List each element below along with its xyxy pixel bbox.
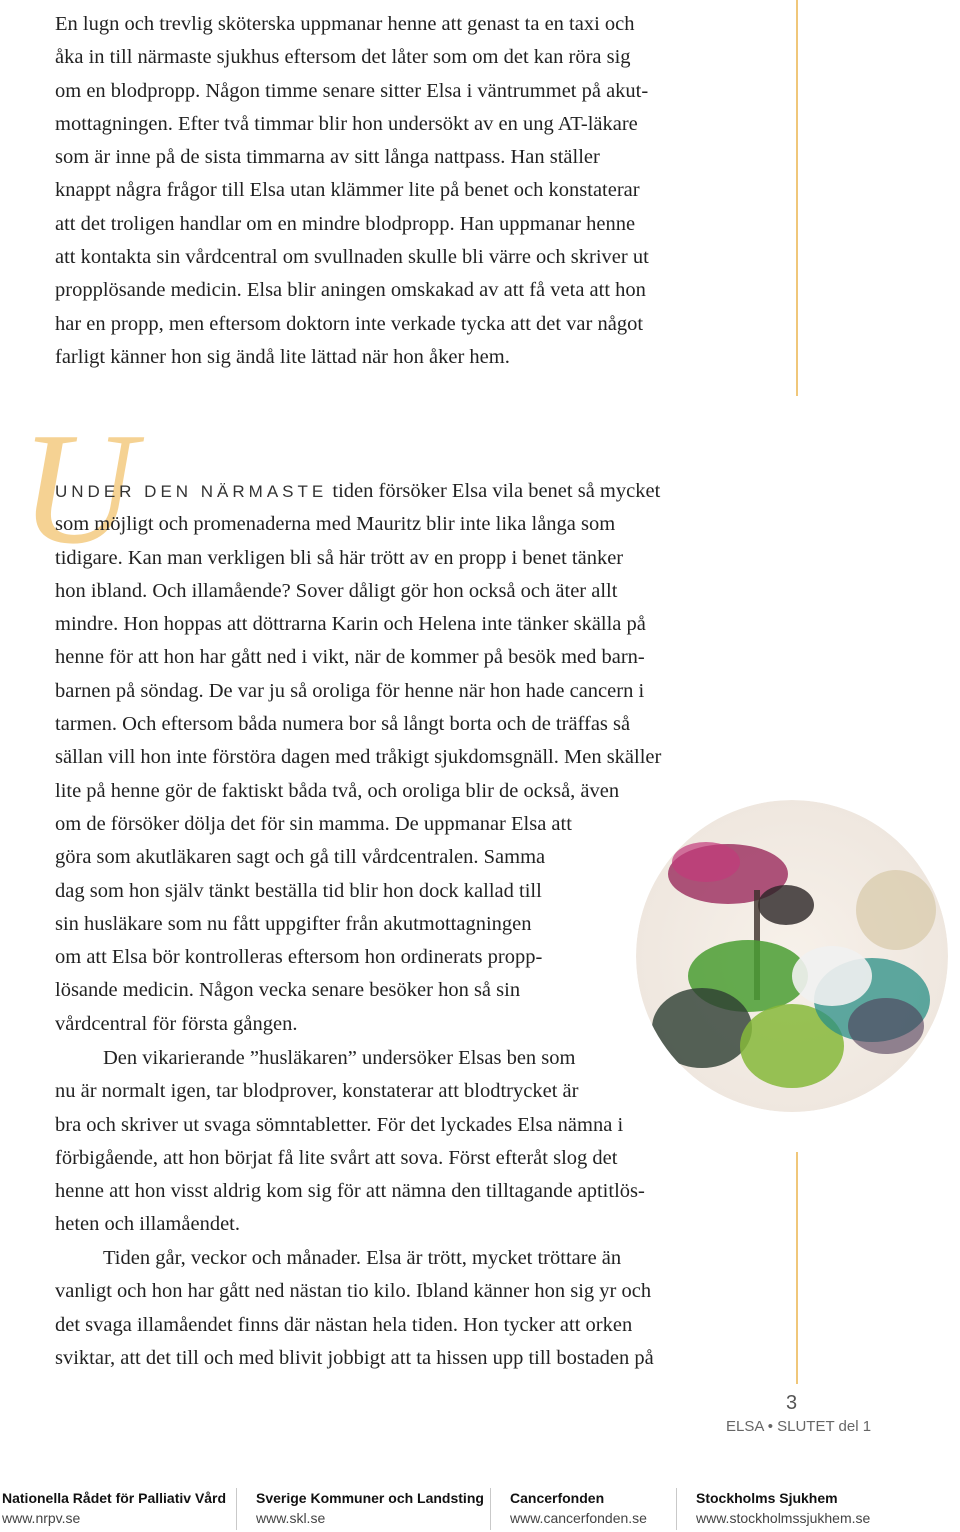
footer-org-name: Sverige Kommuner och Landsting: [256, 1490, 484, 1506]
text-line: tarmen. Och eftersom båda numera bor så långt borta och de träffas så: [55, 713, 631, 736]
footer-org-url[interactable]: www.skl.se: [256, 1510, 326, 1526]
text-line: barnen på söndag. De var ju så oroliga för henne när hon hade cancern i: [55, 679, 645, 702]
text-line: att det troligen handlar om en mindre blodpropp. Han uppmanar henne: [55, 212, 636, 235]
text-line: mottagningen. Efter två timmar blir hon undersökt av en ung AT-läkare: [55, 112, 638, 135]
footer: [0, 1488, 960, 1532]
text-line: att kontakta sin vårdcentral om svullnaden skulle bli värre och skriver ut: [55, 246, 649, 269]
text-line: lösande medicin. Någon vecka senare besöker hon så sin: [55, 979, 521, 1002]
text-line: som möjligt och promenaderna med Mauritz blir inte lika långa som: [55, 513, 616, 536]
text-line: lite på henne gör de faktiskt båda två, och oroliga blir de också, även: [55, 779, 620, 802]
footer-org-2: [256, 1488, 484, 1530]
text-line: knappt några frågor till Elsa utan klämmer lite på benet och konstaterar: [55, 179, 640, 202]
paragraph-3: [55, 1042, 645, 1242]
footer-separator: [236, 1488, 237, 1530]
text-line: dag som hon själv tänkt beställa tid blir hon dock kallad till: [55, 879, 542, 902]
text-line: sin husläkare som nu fått uppgifter från akutmottagningen: [55, 912, 532, 935]
text-line: om de försöker dölja det för sin mamma. De uppmanar Elsa att: [55, 812, 572, 835]
text-line: sviktar, att det till och med blivit jobbigt att ta hissen upp till bostaden på: [55, 1346, 654, 1369]
text-line: bra och skriver ut svaga sömntabletter. För det lyckades Elsa nämna i: [55, 1113, 624, 1136]
paragraph-2-first-line: [55, 475, 661, 508]
footer-org-3: [510, 1488, 647, 1530]
drop-cap: U: [20, 399, 136, 577]
paragraph-2-first-line-rest: tiden försöker Elsa vila benet så mycket: [327, 480, 661, 502]
text-line: förbigående, att hon börjat få lite svårt att sova. Först efteråt slog det: [55, 1146, 618, 1169]
margin-rule-bottom: [796, 1152, 798, 1384]
paragraph-2: [55, 475, 661, 1041]
text-line: åka in till närmaste sjukhus eftersom det låter som om det kan röra sig: [55, 46, 631, 69]
footer-org-name: Stockholms Sjukhem: [696, 1490, 838, 1506]
text-line: vanligt och hon har gått ned nästan tio kilo. Ibland känner hon sig yr och: [55, 1280, 652, 1303]
text-line: tidigare. Kan man verkligen bli så här trött av en propp i benet tänker: [55, 546, 624, 569]
footer-org-name: Cancerfonden: [510, 1490, 605, 1506]
text-line: En lugn och trevlig sköterska uppmanar henne att genast ta en taxi och: [55, 13, 635, 35]
footer-separator: [490, 1488, 491, 1530]
text-line: propplösande medicin. Elsa blir aningen omskakad av att få veta att hon: [55, 279, 646, 302]
text-line: göra som akutläkaren sagt och gå till vårdcentralen. Samma: [55, 846, 546, 869]
text-line: det svaga illamåendet finns där nästan hela tiden. Hon tycker att orken: [55, 1313, 633, 1336]
footer-org-url[interactable]: www.cancerfonden.se: [510, 1510, 647, 1526]
text-line: har en propp, men eftersom doktorn inte verkade tycka att det var något: [55, 312, 644, 335]
paragraph-1: [55, 8, 649, 374]
section-lead-in: UNDER DEN NÄRMASTE: [55, 482, 328, 501]
text-line: mindre. Hon hoppas att döttrarna Karin och Helena inte tänker skälla på: [55, 613, 646, 636]
text-line: sällan vill hon inte förstöra dagen med tråkigt sjukdomsgnäll. Men skäller: [55, 746, 662, 769]
page-number: 3: [786, 1392, 798, 1414]
watercolor-illustration: [636, 800, 948, 1112]
text-line: henne att hon visst aldrig kom sig för att nämna den tilltagande aptitlös-: [55, 1180, 645, 1203]
footer-org-url[interactable]: www.stockholmssjukhem.se: [696, 1510, 871, 1526]
text-line: hon ibland. Och illamående? Sover dåligt gör hon också och äter allt: [55, 579, 618, 602]
footer-org-name: Nationella Rådet för Palliativ Vård: [2, 1490, 227, 1506]
text-line: farligt känner hon sig ändå lite lättad när hon åker hem.: [55, 345, 510, 368]
text-line: nu är normalt igen, tar blodprover, konstaterar att blodtrycket är: [55, 1080, 579, 1103]
footer-separator: [676, 1488, 677, 1530]
text-line: henne för att hon har gått ned i vikt, när de kommer på besök med barn-: [55, 646, 645, 669]
text-line: vårdcentral för första gången.: [55, 1012, 298, 1035]
text-line: om en blodpropp. Någon timme senare sitter Elsa i väntrummet på akut-: [55, 79, 649, 102]
footer-org-4: [696, 1488, 870, 1530]
running-head: ELSA • SLUTET del 1: [726, 1418, 872, 1435]
text-line: heten och illamåendet.: [55, 1213, 240, 1236]
text-line: Tiden går, veckor och månader. Elsa är trött, mycket tröttare än: [103, 1247, 622, 1269]
margin-rule-top: [796, 0, 798, 396]
footer-org-url[interactable]: www.nrpv.se: [2, 1510, 81, 1526]
text-line: Den vikarierande ”husläkaren” undersöker Elsas ben som: [103, 1047, 576, 1069]
footer-org-1: [2, 1488, 226, 1530]
text-line: om att Elsa bör kontrolleras eftersom hon ordinerats propp-: [55, 946, 543, 969]
text-line: som är inne på de sista timmarna av sitt långa nattpass. Han ställer: [55, 146, 600, 169]
paragraph-4: [55, 1242, 654, 1375]
